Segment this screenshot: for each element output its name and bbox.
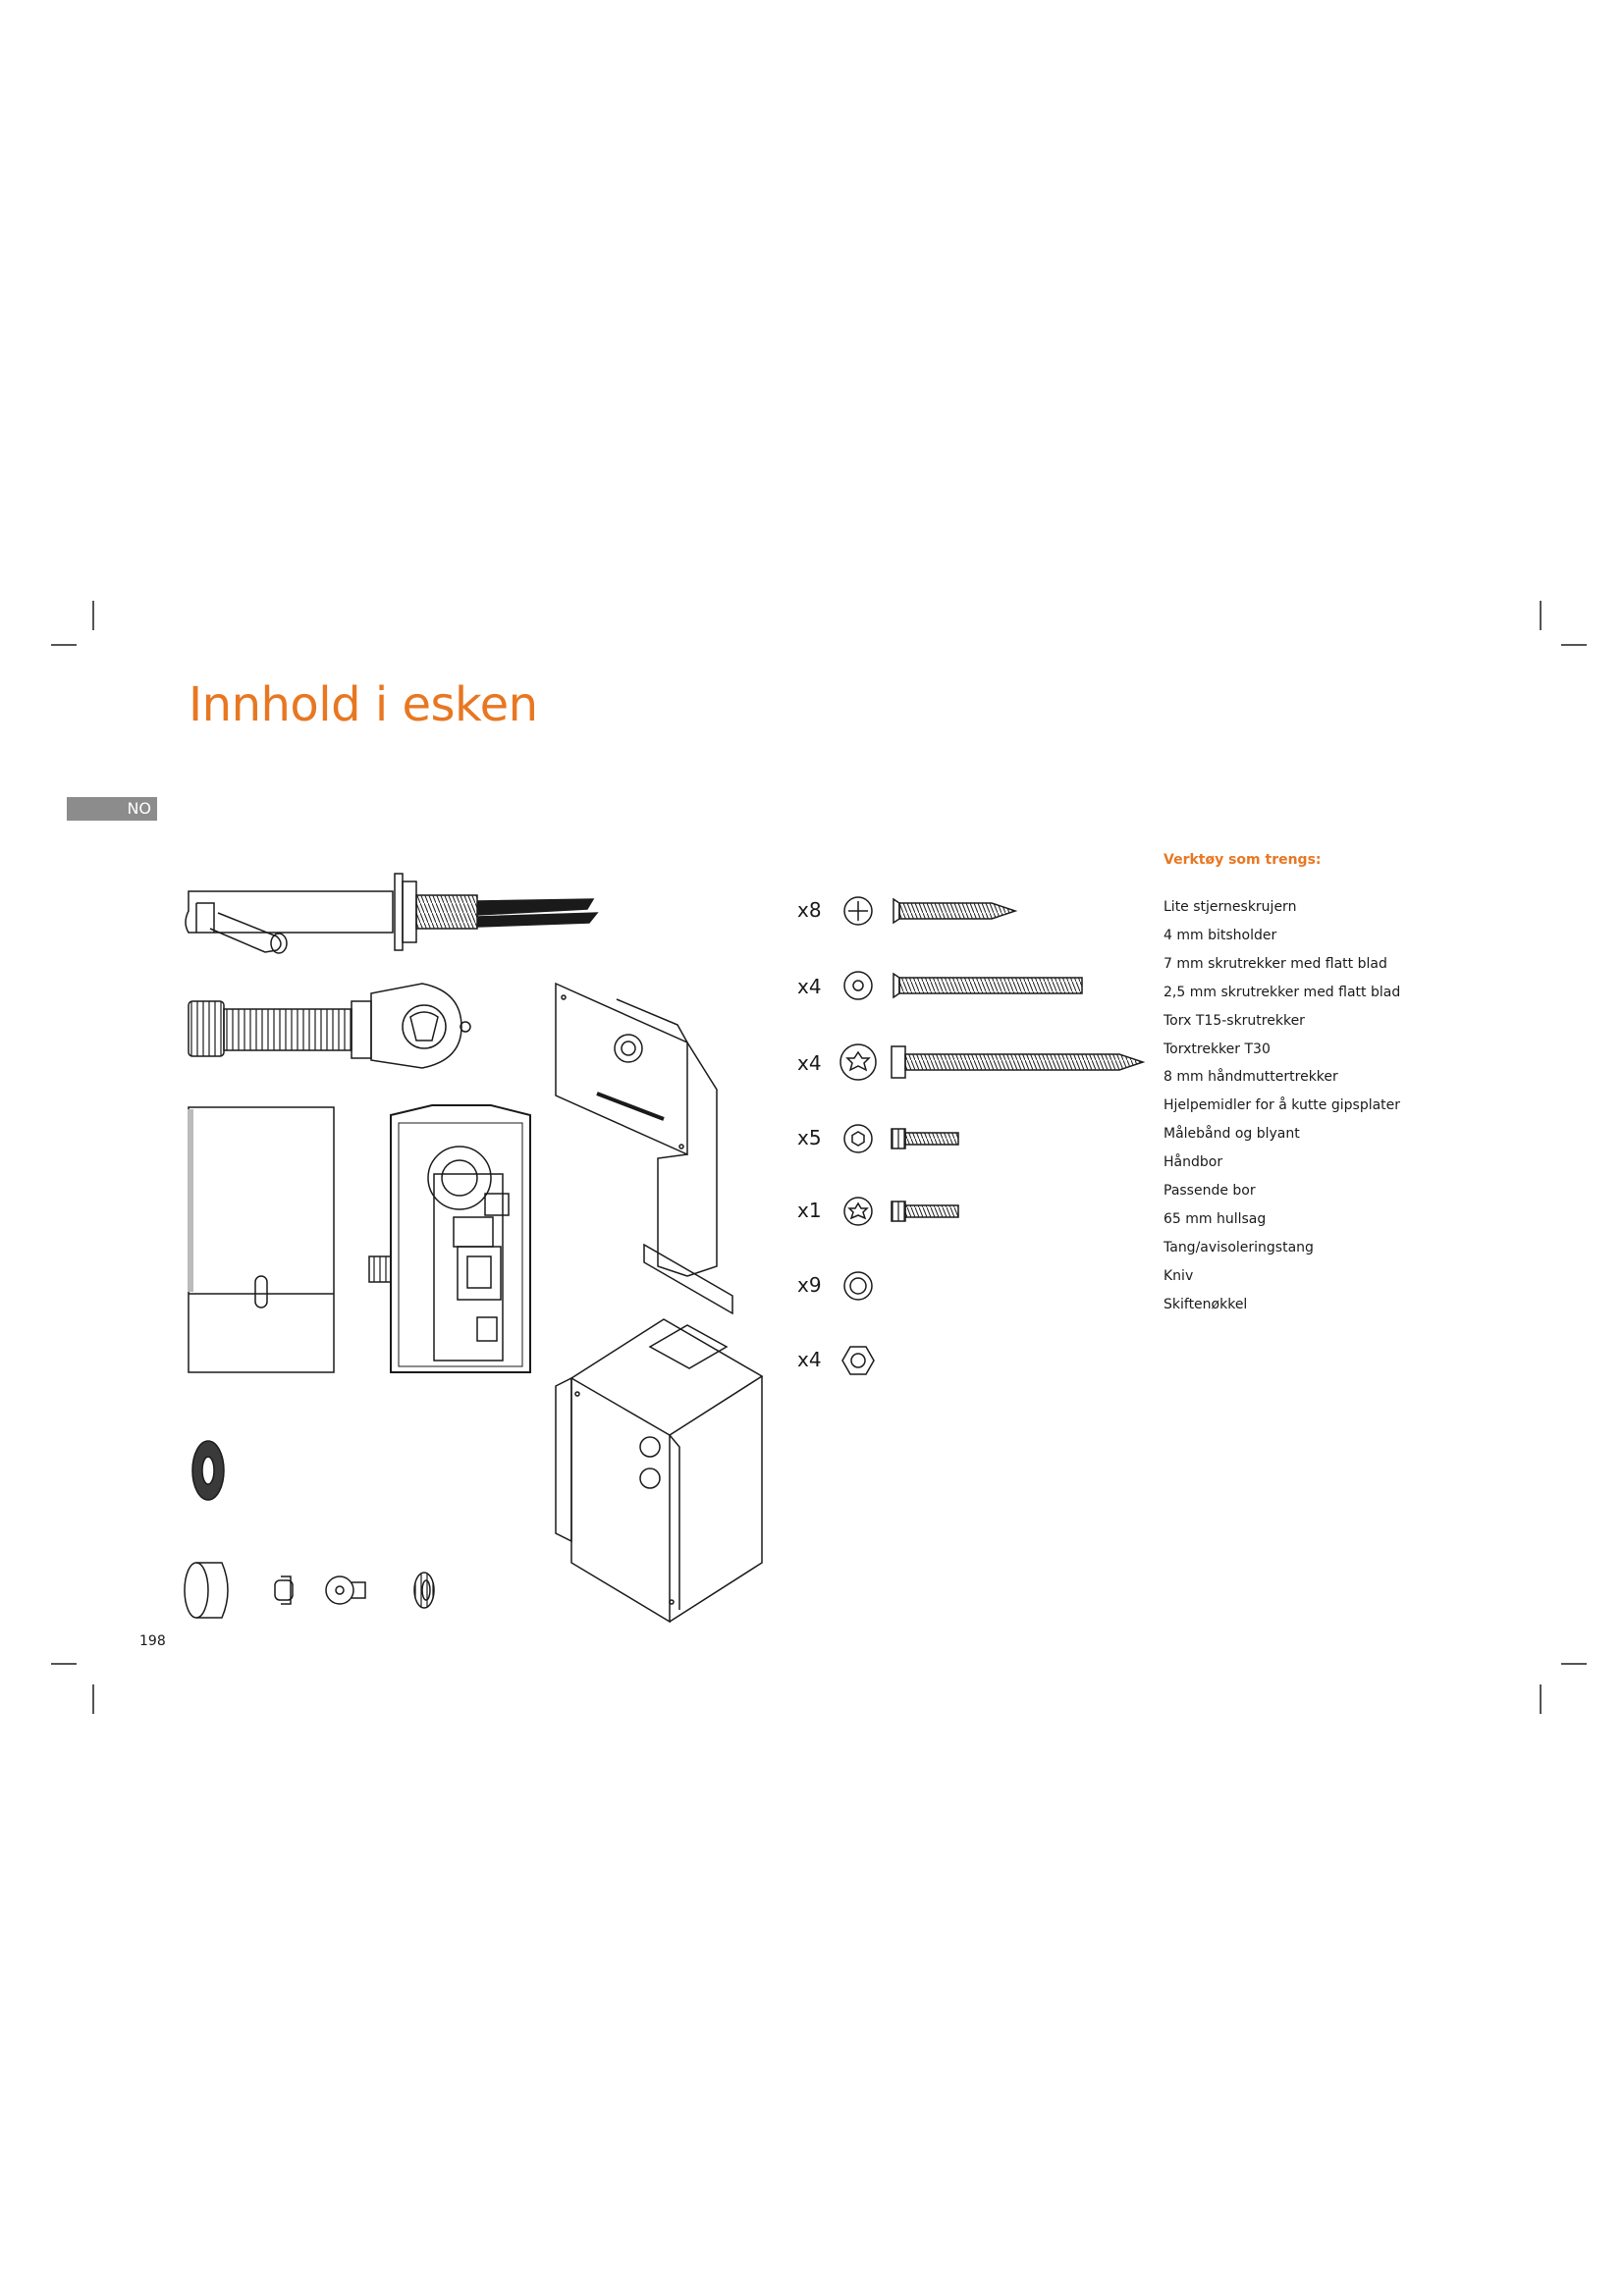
tool-item: Kniv [1164,1267,1194,1284]
hose-clamp-icon [275,1576,293,1604]
long-lag-screw-icon [892,1046,1143,1078]
hex-socket-head-icon [844,1125,872,1152]
control-unit-icon [369,1105,530,1372]
tools-heading: Verktøy som trengs: [1164,852,1322,868]
tool-item: 7 mm skrutrekker med flatt blad [1164,955,1387,972]
socket-head-icon [844,972,872,999]
tool-item: Tang/avisoleringstang [1164,1239,1314,1255]
torx-head-icon [844,1198,872,1225]
flexible-hose-icon [189,984,470,1068]
qty-label: x9 [797,1273,822,1297]
tool-item: Skiftenøkkel [1164,1296,1248,1312]
short-torx-screw-icon [892,1201,958,1221]
key-icon [326,1576,365,1604]
faucet-spout-icon [186,874,597,953]
tool-item: 2,5 mm skrutrekker med flatt blad [1164,984,1401,1000]
installation-box-icon [556,1319,762,1622]
qty-label: x5 [797,1126,822,1149]
tool-item: Torxtrekker T30 [1164,1041,1271,1057]
language-tab: NO [67,797,157,821]
tool-item: Hjelpemidler for å kutte gipsplater [1164,1097,1401,1114]
tool-item: Lite stjerneskrujern [1164,899,1297,915]
mounting-bracket-icon [556,984,732,1313]
qty-label: x8 [797,898,822,922]
tool-item: 65 mm hullsag [1164,1210,1267,1227]
qty-label: x4 [797,1348,822,1371]
washer-icon [844,1272,872,1300]
long-countersunk-screw-icon [893,974,1082,997]
qty-label: x4 [797,1051,822,1075]
filter-icon [414,1573,434,1608]
qty-label: x4 [797,975,822,998]
tools-list [1164,893,1400,1319]
tool-item: Torx T15-skrutrekker [1164,1012,1305,1029]
phillips-head-icon [844,897,872,925]
page-title: Innhold i esken [189,677,538,732]
tool-item: 4 mm bitsholder [1164,927,1277,943]
qty-label: x1 [797,1199,822,1222]
page-number: 198 [139,1633,166,1649]
tool-item: Målebånd og blyant [1164,1126,1300,1143]
tool-item: Passende bor [1164,1183,1256,1200]
seal-ring-icon [192,1441,224,1500]
countersunk-wood-screw-icon [893,899,1015,923]
tool-item: 8 mm håndmuttertrekker [1164,1069,1338,1086]
hex-nut-icon [842,1347,874,1374]
sleeve-icon [185,1563,228,1618]
short-socket-screw-icon [892,1129,958,1148]
tool-item: Håndbor [1164,1154,1223,1171]
cover-plate-icon [189,1107,334,1372]
torx-head-icon [840,1044,876,1080]
